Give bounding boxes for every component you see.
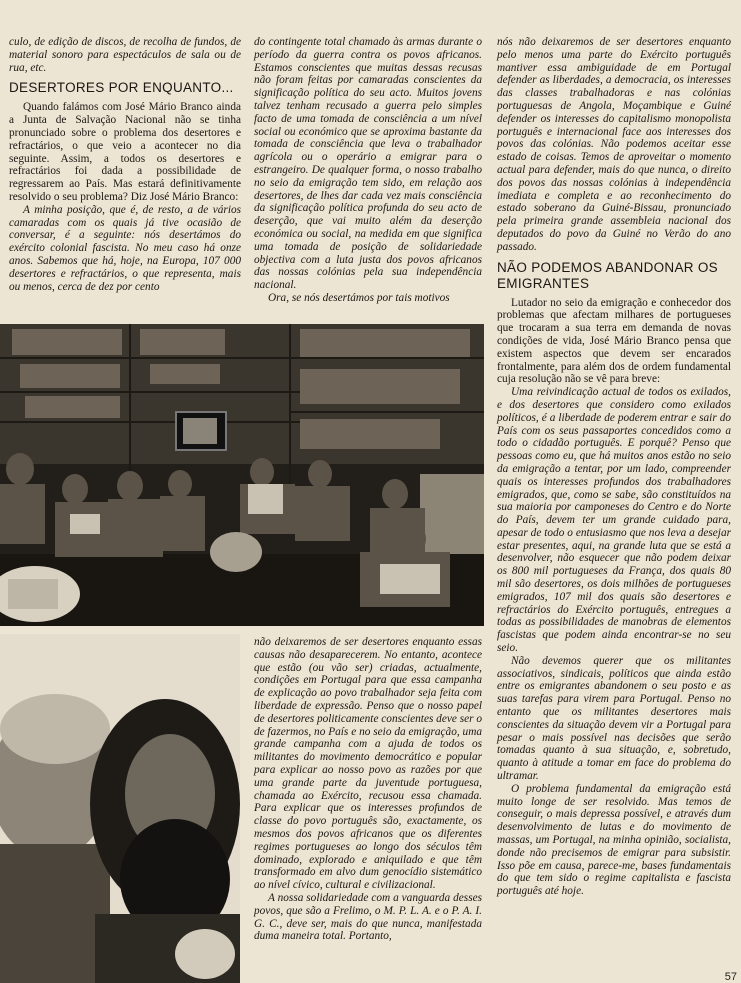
quote-paragraph: Ora, se nós desertámos por tais motivos [268,291,450,304]
section-heading-desertores: DESERTORES POR ENQUANTO... [9,80,234,96]
quote-paragraph: O problema fundamental da emigração está muito longe de ser resolvido. Mas temos de conseguir, o mais depressa possível, e através dum desenvolvimento de lutas e do movimento de massas, um Portugal, na minha opinião, socialista, donde não precisemos de emigrar para subsistir. Isso põe em causa, parece-me, bases fundamentais do que tem sido o regime capitalista e fascista português até hoje. [497,782,731,898]
quote-paragraph: Uma reivindicação actual de todos os exilados, e dos desertores que considero como exilados políticos, é a liberdade de poderem entrar e sair do País com os seus passaportes concedidos como a todo o cidadão português. E porquê? Penso que pessoas como eu, que há muitos anos estão no seio da emigração a tentar, por um lado, compreender quais os interesses profundos dos trabalhadores emigrados, que, como se sabe, são constituídos na sua maioria por camponeses do Centro e do Norte do País, devem ter um grande cuidado para, apesar de todo o entusiasmo que nos leva a desejar estar presentes, aqui, na grande luta que se está a desenvolver, não esquecer que não podem deixar os 800 mil portugueses da França, dos quais 80 mil são desertores, os dois milhões de portugueses emigrados, 107 mil dos quais são desertores e refractários do Exército português, entregues a todas as possibilidades de manobras de elementos fascistas que podem ainda encontrar-se no seu seio. [497,386,731,655]
column-middle-top [254,36,482,305]
quote-paragraph: do contingente total chamado às armas durante o período da guerra contra os povos africanos. Estamos conscientes que muitas dessas recusas não foram feitas por camaradas conscientes da significação política do seu acto. Muitos jovens talvez tenham recusado a guerra pelo simples facto de uma tomada de consciência a um nível social ou económico que se aproxima bastante da tomada de consciência que leva o trabalhador agrícola ou o operário a emigrar para o estrangeiro. De qualquer forma, o nosso trabalho no seio da emigração tem sido, em relação aos desertores, de lhes dar cada vez mais consciência da significação política profunda do seu acto de deserção, que vai muito além da deserção económica ou social, na medida em que significa uma tomada de posição de solidariedade objectiva com a luta justa dos povos africanos das nossas colónias pela sua independência nacional. [254,36,482,292]
quote-paragraph: Não devemos querer que os militantes associativos, sindicais, políticos que ainda estão entre os emigrantes abandonem o seu posto e as suas tarefas para virem para Portugal. Penso no entanto que os militantes desertores mais conscientes da situação devem vir a Portugal para pesar o mais possível nas decisões que serão tomadas quanto à sua situação, e, sobretudo, quanto à atitude a tomar em face do problema do ultramar. [497,654,731,783]
paragraph: Quando falámos com José Mário Branco ainda a Junta de Salvação Nacional não se tinha pronunciado sobre o problema dos desertores e refractários, o que veio a acontecer no dia seguinte. Assim, a todos os desertores e refractários foi dada a possibilidade de regressarem ao País. Mas estará definitivamente resolvido o seu problema? Diz José Mário Branco: [9,101,241,203]
paragraph: Lutador no seio da emigração e conhecedor dos problemas que afectam milhares de portugueses que trocaram a sua terra em demanda de novas condições de vida, José Mário Branco pensa que existem aspectos que devem ser encarados frontalmente, para além dos de ordem fundamental cuja resolução não se vê para breve: [497,296,731,386]
column-left [9,36,241,293]
photo-portrait-closeup [0,634,240,983]
column-right [497,36,731,898]
section-heading-emigrantes: NÃO PODEMOS ABANDONAR OS EMIGRANTES [497,259,718,291]
photo-group-meeting [0,324,484,626]
intro-text: culo, de edição de discos, de recolha de fundos, de material sonoro para espectáculos de sala ou de rua, etc. [9,36,241,74]
page-number: 57 [724,971,737,983]
quote-paragraph: A minha posição, que é, de resto, a de vários camaradas com os quais já tive ocasião de conversar, é a seguinte: nós desertámos do exército colonial fascista. No meu caso há onze anos. Sabemos que há, hoje, na Europa, 107 000 desertores e refractários, o que representa, mais ou menos, cerca de dez por cento [9,203,241,293]
quote-paragraph: não deixaremos de ser desertores enquanto essas causas não desaparecerem. No entanto, acontece que estão (ou vão ser) criadas, actualmente, condições em Portugal para que essa campanha de explicação ao povo trabalhador seja feita com liberdade de expressão. Penso que o nosso papel de desertores politicamente conscientes deve ser o de fazermos, no País e no seio da emigração, uma grande campanha com a ajuda de todos os militantes do movimento democrático e popular para explicar ao nosso povo as razões por que uma grande parte da juventude portuguesa, chamada ao Exército, recusou essa chamada. Para explicar que os interesses profundos de classe do povo português são, exactamente, os mesmos dos povos africanos que os diferentes regimes portugueses ao longo dos séculos têm dominado, explorado e aniquilado e que têm transformado em alvo dum genocídio sistemático ao nível cívico, cultural e civilizacional. [254,636,482,892]
column-middle-bottom [254,636,482,943]
quote-paragraph: A nossa solidariedade com a vanguarda desses povos, que são a Frelimo, o M. P. L. A. e o P. A. I. G. C., deve ser, mais do que nunca, manifestada duma maneira total. Portanto, [254,891,482,943]
quote-paragraph: nós não deixaremos de ser desertores enquanto pelo menos uma parte do Exército português mantiver essa ambiguidade de em Portugal defender as liberdades, a democracia, os interesses das classes trabalhadoras e nas colónias portuguesas de Angola, Moçambique e Guiné defender os interesses do capitalismo monopolista português e internacional face aos interesses dos povos das colónias. Não podemos aceitar esse estado de coisas. Temos de aproveitar o momento actual para defender, mais do que nunca, o direito dos povos das nossas colónias à independência imediata e completa e ao reconhecimento do estado soberano da Guiné-Bissau, pronunciado pela primeira grande assembleia nacional dos deputados do povo da Guiné no Verão do ano passado. [497,36,731,253]
